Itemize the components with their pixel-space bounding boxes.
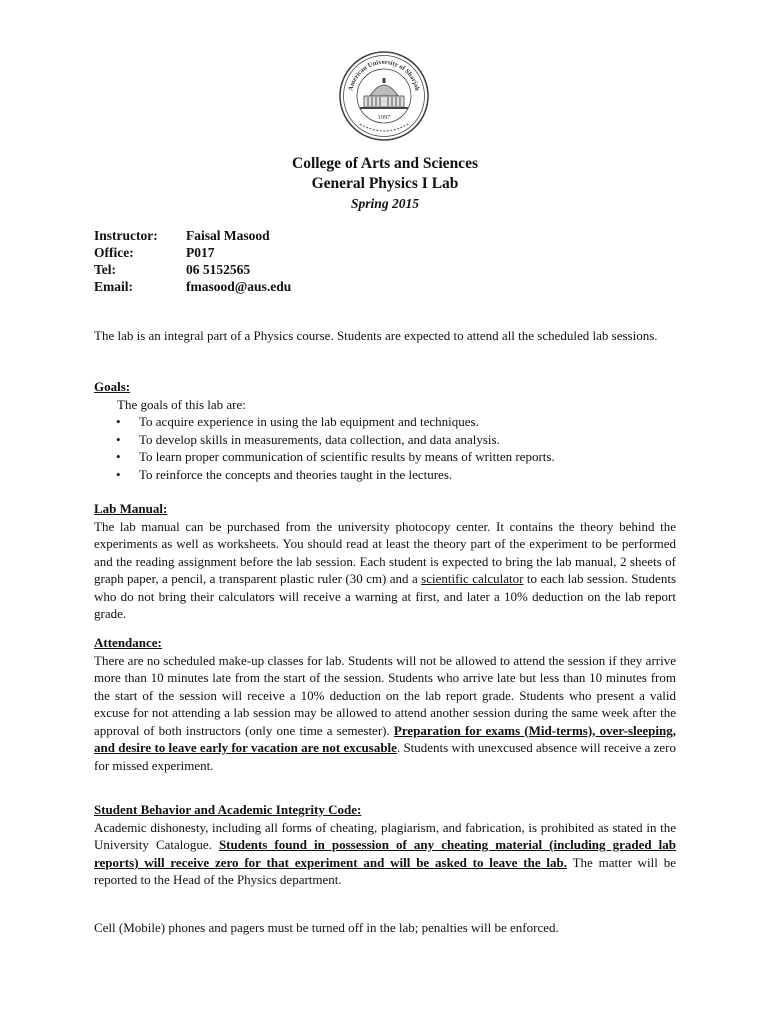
lab-manual-text: The lab manual can be purchased from the university photocopy center. It contains the theory behind the experiments as well as worksheets. You should read at least the theory part of the experiment to be performed and the reading assignment before the lab session. Each student is expected to bring the lab manual, 2 sheets of graph paper, a pencil, a transparent plastic ruler (30 cm) and a bbox=[94, 518, 676, 586]
document-header bbox=[94, 154, 676, 213]
svg-text:American University of Sharjah: American University of Sharjah bbox=[347, 58, 421, 92]
info-row-email bbox=[94, 278, 291, 295]
integrity-text: Academic dishonesty, including all forms of cheating, plagiarism, and fabrication, is prohibited as stated in the University Catalogue. bbox=[94, 819, 676, 852]
info-row-tel bbox=[94, 261, 291, 278]
integrity-paragraph bbox=[94, 819, 676, 889]
course-title: General Physics I Lab bbox=[311, 175, 459, 192]
intro-paragraph: The lab is an integral part of a Physics course. Students are expected to attend all the scheduled lab sessions. bbox=[94, 328, 658, 343]
list-item: • To acquire experience in using the lab equipment and techniques. bbox=[94, 413, 676, 431]
info-label: Email: bbox=[94, 279, 133, 294]
university-seal-icon bbox=[338, 50, 430, 142]
attendance-emphasis: Preparation for exams (Mid-terms), over-sleeping, and desire to leave early for vacation are not excusable bbox=[94, 722, 676, 755]
list-item: • To learn proper communication of scientific results by means of written reports. bbox=[94, 448, 676, 466]
attendance-section bbox=[94, 634, 676, 774]
goals-list bbox=[94, 413, 676, 483]
lab-manual-paragraph bbox=[94, 518, 676, 623]
info-value: Faisal Masood bbox=[186, 228, 270, 243]
list-item: • To develop skills in measurements, data collection, and data analysis. bbox=[94, 431, 676, 449]
attendance-text: There are no scheduled make-up classes for lab. Students will not be allowed to attend the session if they arrive more than 10 minutes late from the start of the session. Students who arrive late but less than 10 minutes from the start of the session will receive a 10% deduction on the lab report grade. Students who present a valid excuse for not attending a lab session may be allowed to attend another session during the same week after the approval of both instructors (only one time a semester). bbox=[94, 652, 676, 738]
integrity-section bbox=[94, 801, 676, 889]
lab-manual-heading: Lab Manual: bbox=[94, 501, 168, 516]
goals-lead: The goals of this lab are: bbox=[117, 396, 246, 412]
integrity-emphasis: Students found in possession of any cheating material (including graded lab reports) will receive zero for that experiment and will be asked to leave the lab. bbox=[94, 837, 676, 870]
info-row-office bbox=[94, 244, 291, 261]
info-row-instructor bbox=[94, 227, 291, 244]
attendance-paragraph bbox=[94, 652, 676, 775]
svg-text:1997: 1997 bbox=[377, 114, 391, 121]
instructor-info bbox=[94, 227, 291, 295]
info-label: Office: bbox=[94, 245, 134, 260]
info-value: fmasood@aus.edu bbox=[186, 279, 292, 294]
goals-section bbox=[94, 378, 676, 483]
info-label: Instructor: bbox=[94, 228, 158, 243]
integrity-heading: Student Behavior and Academic Integrity Code: bbox=[94, 802, 362, 817]
goals-heading: Goals: bbox=[94, 379, 131, 394]
scientific-calculator-text: scientific calculator bbox=[421, 571, 524, 586]
integrity-text: The matter will be reported to the Head of the Physics department. bbox=[94, 854, 676, 887]
college-name: College of Arts and Sciences bbox=[292, 155, 478, 172]
lab-manual-text: to each lab session. Students who do not bring their calculators will receive a warning at first, and later a 10% deduction on the lab report grade. bbox=[94, 571, 677, 621]
info-label: Tel: bbox=[94, 262, 117, 277]
lab-manual-section bbox=[94, 500, 676, 623]
attendance-heading: Attendance: bbox=[94, 635, 162, 650]
term: Spring 2015 bbox=[351, 196, 419, 211]
attendance-text: . Students with unexcused absence will receive a zero for missed experiment. bbox=[94, 740, 676, 773]
info-value: P017 bbox=[186, 245, 215, 260]
list-item: • To reinforce the concepts and theories taught in the lectures. bbox=[94, 466, 676, 484]
phones-notice: Cell (Mobile) phones and pagers must be turned off in the lab; penalties will be enforced. bbox=[94, 920, 559, 935]
info-value: 06 5152565 bbox=[186, 262, 251, 277]
